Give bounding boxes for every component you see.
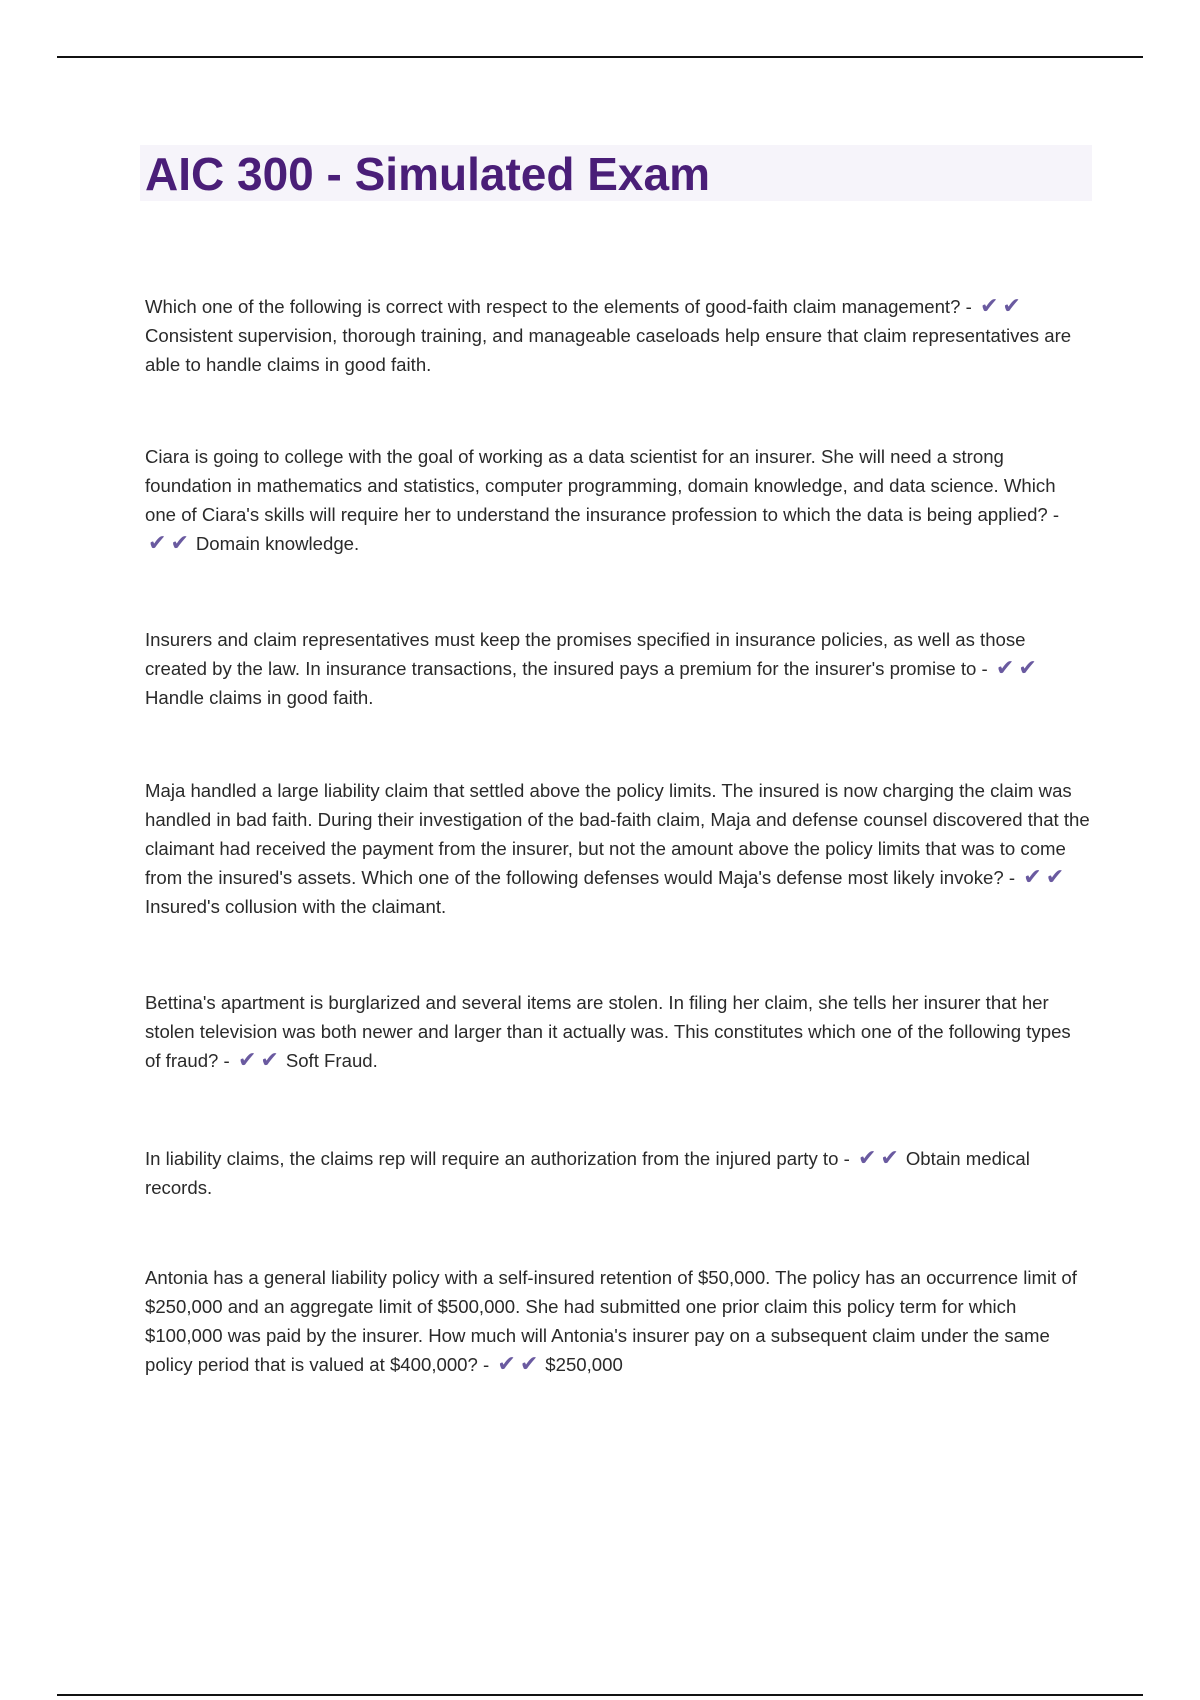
check-icon: ✔ — [148, 530, 167, 555]
answer-checkmarks — [996, 654, 1041, 683]
question-text: Antonia has a general liability policy with a self-insured retention of $50,000. The policy has an occurrence limit of $250,000 and an aggregate limit of $500,000. She had submitted one prior claim this policy term for which $100,000 was paid by the insurer. How much will Antonia's insurer pay on a subsequent claim under the same policy period that is valued at $400,000? - — [145, 1267, 1077, 1375]
qa-item-7 — [145, 1263, 1090, 1379]
answer-text: Obtain medical records. — [145, 1148, 1030, 1198]
answer-checkmarks — [980, 292, 1025, 321]
qa-item-4 — [145, 776, 1090, 921]
check-icon: ✔ — [1023, 864, 1042, 889]
answer-text: Insured's collusion with the claimant. — [145, 896, 447, 917]
answer-text: Consistent supervision, thorough training, and manageable caseloads help ensure that claim representatives are able to handle claims in good faith. — [145, 325, 1072, 375]
qa-item-6 — [145, 1144, 1090, 1202]
question-text: Maja handled a large liability claim that settled above the policy limits. The insured is now charging the claim was handled in bad faith. During their investigation of the bad-faith claim, Maja and defense counsel discovered that the claimant had received the payment from the insurer, but not the amount above the policy limits that was to come from the insured's assets. Which one of the following defenses would Maja's defense most likely invoke? - — [145, 780, 1090, 888]
check-icon: ✔ — [260, 1047, 279, 1072]
answer-text: Soft Fraud. — [285, 1050, 378, 1071]
answer-text: $250,000 — [545, 1354, 623, 1375]
qa-item-3 — [145, 625, 1090, 712]
page-title: AIC 300 - Simulated Exam — [145, 148, 710, 200]
answer-checkmarks — [238, 1046, 283, 1075]
check-icon: ✔ — [497, 1351, 516, 1376]
check-icon: ✔ — [519, 1351, 539, 1376]
answer-checkmarks — [1023, 863, 1068, 892]
answer-text: Domain knowledge. — [195, 533, 360, 554]
question-text: Bettina's apartment is burglarized and several items are stolen. In filing her claim, she tells her insurer that her stolen television was both newer and larger than it actually was. This constitutes which one of the following types of fraud? - — [145, 992, 1071, 1071]
check-icon: ✔ — [880, 1145, 899, 1170]
question-text: Ciara is going to college with the goal of working as a data scientist for an insurer. She will need a strong foundation in mathematics and statistics, computer programming, domain knowledge, and data science. Which one of Ciara's skills will require her to understand the insurance profession to which the data is being applied? - — [145, 446, 1060, 525]
qa-item-1 — [145, 292, 1090, 379]
check-icon: ✔ — [170, 530, 189, 555]
question-text: In liability claims, the claims rep will require an authorization from the injured party to - — [145, 1148, 850, 1169]
answer-checkmarks — [858, 1144, 903, 1173]
answer-checkmarks — [148, 529, 193, 558]
qa-item-5 — [145, 988, 1090, 1075]
check-icon: ✔ — [1045, 864, 1065, 889]
answer-text: Handle claims in good faith. — [145, 687, 374, 708]
question-text: Which one of the following is correct with respect to the elements of good-faith claim management? - — [145, 296, 972, 317]
question-text: Insurers and claim representatives must keep the promises specified in insurance policies, as well as those created by the law. In insurance transactions, the insured pays a premium for the insurer's promise to - — [145, 629, 1026, 679]
qa-item-2 — [145, 442, 1090, 558]
bottom-rule — [57, 1694, 1143, 1696]
check-icon: ✔ — [1018, 655, 1037, 680]
check-icon: ✔ — [995, 655, 1015, 680]
check-icon: ✔ — [1002, 293, 1021, 318]
top-rule — [57, 56, 1143, 58]
check-icon: ✔ — [979, 293, 999, 318]
check-icon: ✔ — [237, 1047, 257, 1072]
answer-checkmarks — [497, 1350, 542, 1379]
check-icon: ✔ — [857, 1145, 877, 1170]
